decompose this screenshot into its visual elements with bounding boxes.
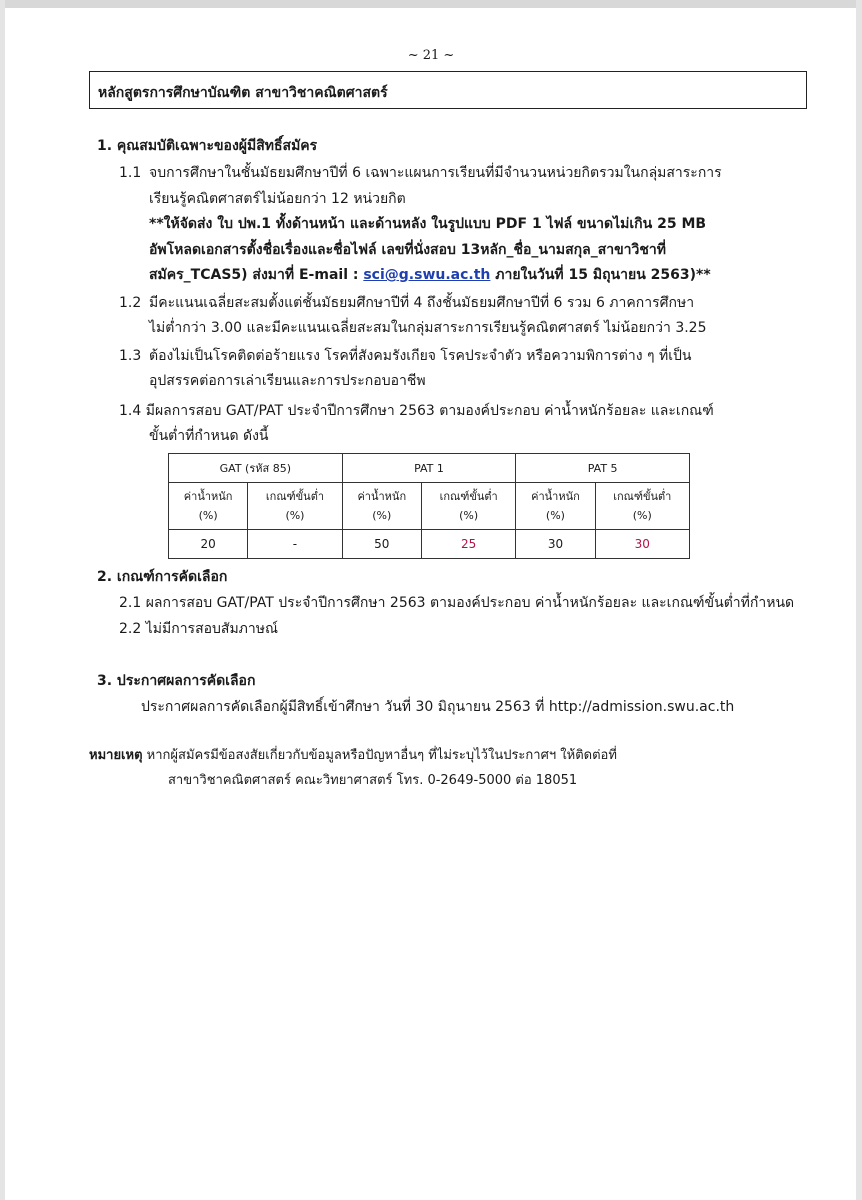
weight-label: ค่าน้ำหนัก <box>183 490 233 503</box>
item1-1-note1: **ให้จัดส่ง ใบ ปพ.1 ทั้งด้านหน้า และด้านหลัง ในรูปแบบ PDF 1 ไฟล์ ขนาดไม่เกิน 25 MB <box>149 216 707 232</box>
percent-label: (%) <box>459 509 479 522</box>
item2-2: 2.2 ไม่มีการสอบสัมภาษณ์ <box>119 621 278 637</box>
min-label: เกณฑ์ขั้นต่ำ <box>439 490 498 503</box>
percent-label: (%) <box>198 509 218 522</box>
item1-1-text: จบการศึกษาในชั้นมัธยมศึกษาปีที่ 6 เฉพาะแผนการเรียนที่มีจำนวนหน่วยกิตรวมในกลุ่มสาระการ <box>149 165 722 181</box>
section3-heading: 3. ประกาศผลการคัดเลือก <box>97 673 256 689</box>
col-header-weight <box>169 483 248 530</box>
table-row <box>169 530 690 559</box>
min-label: เกณฑ์ขั้นต่ำ <box>613 490 672 503</box>
percent-label: (%) <box>372 509 392 522</box>
item1-1-note3 <box>149 264 711 286</box>
note3-prefix: สมัคร_TCAS5) ส่งมาที่ E-mail : <box>149 267 364 283</box>
item1-1-number: 1.1 <box>119 165 142 181</box>
item1-3-text: ต้องไม่เป็นโรคติดต่อร้ายแรง โรคที่สังคมรังเกียจ โรคประจำตัว หรือความพิการต่าง ๆ ที่เป็น <box>149 348 692 364</box>
gat-min-cell: - <box>248 530 342 559</box>
col-header-weight <box>342 483 421 530</box>
gat-weight-cell: 20 <box>169 530 248 559</box>
col-header-min <box>421 483 515 530</box>
percent-label: (%) <box>545 509 565 522</box>
remark-line2: สาขาวิชาคณิตศาสตร์ คณะวิทยาศาสตร์ โทร. 0-2649-5000 ต่อ 18051 <box>168 773 578 788</box>
item1-2-number: 1.2 <box>119 295 142 311</box>
program-title: หลักสูตรการศึกษาบัณฑิต สาขาวิชาคณิตศาสตร์ <box>89 71 807 109</box>
scan-top-edge <box>0 0 862 8</box>
scan-right-edge <box>856 0 862 1200</box>
group-header-gat: GAT (รหัส 85) <box>169 454 343 483</box>
item1-2-line1 <box>119 292 694 314</box>
item1-2-text: มีคะแนนเฉลี่ยสะสมตั้งแต่ชั้นมัธยมศึกษาปีที่ 4 ถึงชั้นมัธยมศึกษาปีที่ 6 รวม 6 ภาคการศึกษา <box>149 295 695 311</box>
page-number: ~ 21 ~ <box>407 48 455 63</box>
percent-label: (%) <box>632 509 652 522</box>
weight-label: ค่าน้ำหนัก <box>531 490 580 503</box>
item1-1-line2: เรียนรู้คณิตศาสตร์ไม่น้อยกว่า 12 หน่วยกิต <box>149 191 406 207</box>
min-label: เกณฑ์ขั้นต่ำ <box>265 490 325 503</box>
item1-3-line1 <box>119 345 691 367</box>
item1-2-line2: ไม่ต่ำกว่า 3.00 และมีคะแนนเฉลี่ยสะสมในกลุ่มสาระการเรียนรู้คณิตศาสตร์ ไม่น้อยกว่า 3.25 <box>149 320 707 336</box>
remark-text: หากผู้สมัครมีข้อสงสัยเกี่ยวกับข้อมูลหรือปัญหาอื่นๆ ที่ไม่ระบุไว้ในประกาศฯ ให้ติดต่อที่ <box>142 748 617 763</box>
email-link[interactable]: sci@g.swu.ac.th <box>363 267 491 283</box>
item2-1: 2.1 ผลการสอบ GAT/PAT ประจำปีการศึกษา 2563 ตามองค์ประกอบ ค่าน้ำหนักร้อยละ และเกณฑ์ขั้นต่ำที่กำหนด <box>119 595 795 611</box>
group-header-pat1: PAT 1 <box>342 454 516 483</box>
group-header-pat5: PAT 5 <box>516 454 690 483</box>
percent-label: (%) <box>285 509 305 522</box>
pat1-weight-cell: 50 <box>342 530 421 559</box>
score-criteria-table <box>168 453 690 559</box>
scan-left-edge <box>0 0 5 1200</box>
remark-label: หมายเหตุ <box>89 748 143 763</box>
weight-label: ค่าน้ำหนัก <box>357 490 407 503</box>
item1-3-number: 1.3 <box>119 348 142 364</box>
item1-1-line1 <box>119 162 722 184</box>
pat5-min-cell: 30 <box>595 530 689 559</box>
item1-4-line1: 1.4 มีผลการสอบ GAT/PAT ประจำปีการศึกษา 2563 ตามองค์ประกอบ ค่าน้ำหนักร้อยละ และเกณฑ์ <box>119 403 714 419</box>
col-header-min <box>595 483 689 530</box>
item1-3-line2: อุปสรรคต่อการเล่าเรียนและการประกอบอาชีพ <box>149 373 426 389</box>
section2-heading: 2. เกณฑ์การคัดเลือก <box>97 569 228 585</box>
note3-suffix: ภายในวันที่ 15 มิถุนายน 2563)** <box>490 267 711 283</box>
section1-heading: 1. คุณสมบัติเฉพาะของผู้มีสิทธิ์สมัคร <box>97 138 318 154</box>
pat5-weight-cell: 30 <box>516 530 595 559</box>
remark-line1 <box>89 744 617 765</box>
announcement-text: ประกาศผลการคัดเลือกผู้มีสิทธิ์เข้าศึกษา วันที่ 30 มิถุนายน 2563 ที่ http://admission.swu.ac.th <box>141 699 735 715</box>
col-header-min <box>248 483 342 530</box>
item1-4-line2: ขั้นต่ำที่กำหนด ดังนี้ <box>149 428 269 444</box>
col-header-weight <box>516 483 595 530</box>
pat1-min-cell: 25 <box>421 530 515 559</box>
item1-1-note2: อัพโหลดเอกสารตั้งชื่อเรื่องและชื่อไฟล์ เลขที่นั่งสอบ 13หลัก_ชื่อ_นามสกุล_สาขาวิชาที่ <box>149 242 666 258</box>
